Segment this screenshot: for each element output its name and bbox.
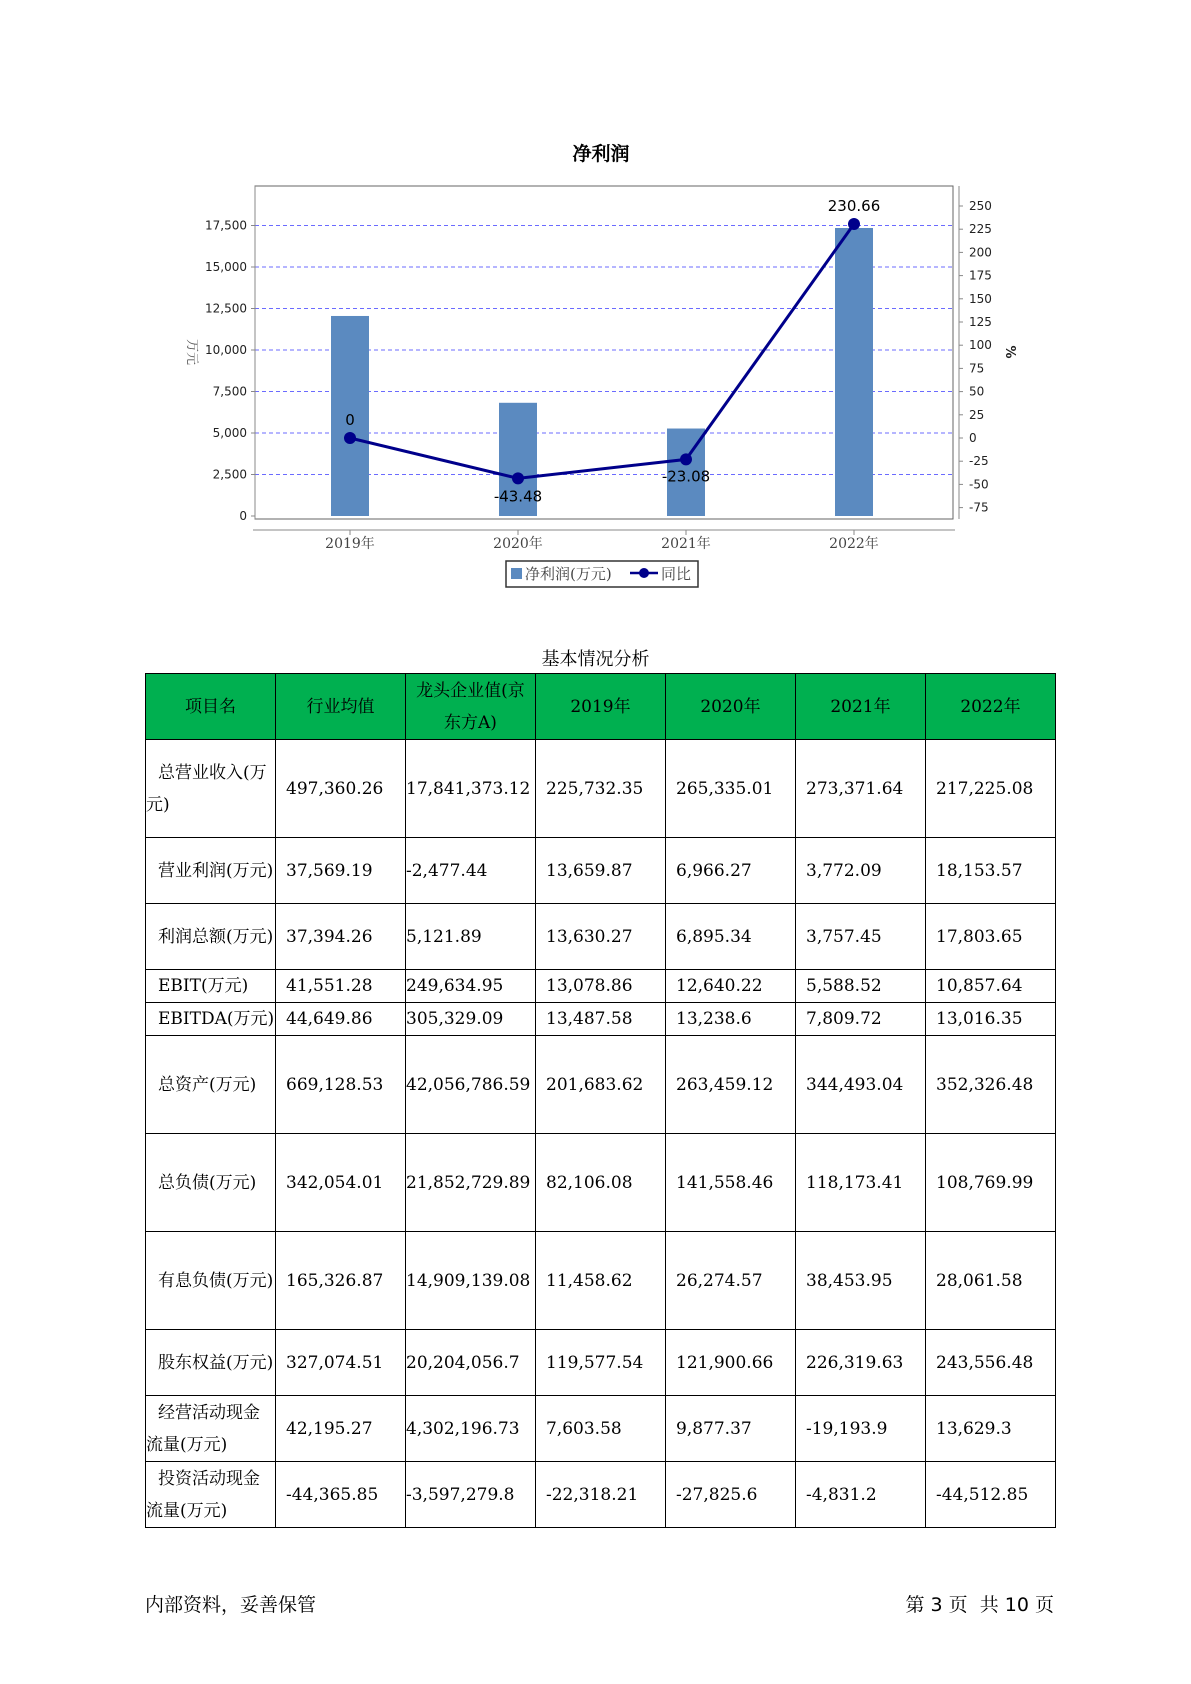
line-point [512, 472, 524, 484]
right-tick-label: 125 [969, 315, 992, 329]
value-cell: 3,757.45 [796, 904, 926, 970]
header-cell: 2021年 [796, 674, 926, 740]
left-tick-label: 15,000 [205, 260, 247, 274]
value-cell: 165,326.87 [276, 1232, 406, 1330]
value-cell: 28,061.58 [926, 1232, 1056, 1330]
table-row [146, 1134, 1056, 1232]
right-tick-label: 25 [969, 407, 985, 422]
value-cell: -27,825.6 [666, 1462, 796, 1528]
right-tick-label: 50 [969, 384, 985, 399]
left-tick-label: 12,500 [205, 301, 247, 316]
line-data-label: 230.66 [827, 196, 881, 215]
table-title: 基本情况分析 [541, 649, 650, 670]
value-cell: -22,318.21 [536, 1462, 666, 1528]
row-label: EBITDA(万元) [146, 1003, 276, 1036]
value-cell: 342,054.01 [276, 1134, 406, 1232]
value-cell: 44,649.86 [276, 1003, 406, 1036]
right-tick-label: 225 [969, 222, 992, 237]
value-cell: 10,857.64 [926, 970, 1056, 1003]
value-cell: -19,193.9 [796, 1396, 926, 1462]
basic-analysis-table [145, 673, 1056, 1528]
header-cell: 2022年 [926, 674, 1056, 740]
value-cell: 305,329.09 [406, 1003, 536, 1036]
legend-line-label: 同比 [661, 565, 692, 583]
value-cell: 14,909,139.08 [406, 1232, 536, 1330]
row-label: 股东权益(万元) [146, 1330, 276, 1396]
value-cell: 41,551.28 [276, 970, 406, 1003]
value-cell: 12,640.22 [666, 970, 796, 1003]
value-cell: 42,056,786.59 [406, 1036, 536, 1134]
legend-line-marker [639, 568, 649, 578]
row-label: 总资产(万元) [146, 1036, 276, 1134]
table-row [146, 1396, 1056, 1462]
right-axis [959, 186, 992, 519]
row-label: 经营活动现金流量(万元) [146, 1396, 276, 1462]
value-cell: 82,106.08 [536, 1134, 666, 1232]
row-label: 总营业收入(万元) [146, 740, 276, 838]
line-data-label: -43.48 [493, 487, 543, 506]
value-cell: 37,569.19 [276, 838, 406, 904]
right-tick-label: 0 [969, 431, 977, 445]
table-header-row [146, 674, 1056, 740]
line-point [680, 453, 692, 465]
bar-2022年 [835, 228, 873, 516]
table-row [146, 838, 1056, 904]
right-tick-label: 175 [969, 268, 992, 283]
value-cell: 344,493.04 [796, 1036, 926, 1134]
table-row [146, 1036, 1056, 1134]
value-cell: 3,772.09 [796, 838, 926, 904]
x-tick-label: 2021年 [661, 536, 711, 552]
right-tick-label: -75 [969, 500, 989, 515]
value-cell: 5,121.89 [406, 904, 536, 970]
value-cell: 13,487.58 [536, 1003, 666, 1036]
left-tick-label: 0 [239, 509, 247, 523]
value-cell: 118,173.41 [796, 1134, 926, 1232]
value-cell: -44,512.85 [926, 1462, 1056, 1528]
row-label: 有息负债(万元) [146, 1232, 276, 1330]
row-label: 利润总额(万元) [146, 904, 276, 970]
value-cell: 265,335.01 [666, 740, 796, 838]
left-tick-label: 5,000 [212, 426, 247, 440]
value-cell: 352,326.48 [926, 1036, 1056, 1134]
value-cell: 249,634.95 [406, 970, 536, 1003]
legend-bar-label: 净利润(万元) [525, 565, 612, 583]
left-tick-label: 2,500 [212, 467, 247, 482]
table-row [146, 1003, 1056, 1036]
value-cell: 6,966.27 [666, 838, 796, 904]
value-cell: 9,877.37 [666, 1396, 796, 1462]
header-cell: 龙头企业值(京东方A) [406, 674, 536, 740]
value-cell: 263,459.12 [666, 1036, 796, 1134]
row-label: 投资活动现金流量(万元) [146, 1462, 276, 1528]
value-cell: 21,852,729.89 [406, 1134, 536, 1232]
table-row [146, 1232, 1056, 1330]
table-row [146, 970, 1056, 1003]
value-cell: 497,360.26 [276, 740, 406, 838]
value-cell: 17,803.65 [926, 904, 1056, 970]
value-cell: -44,365.85 [276, 1462, 406, 1528]
value-cell: 11,458.62 [536, 1232, 666, 1330]
value-cell: 13,629.3 [926, 1396, 1056, 1462]
value-cell: 38,453.95 [796, 1232, 926, 1330]
header-cell: 项目名 [146, 674, 276, 740]
right-tick-label: -25 [969, 454, 989, 469]
footer-page-number: 第 3 页 共 10 页 [905, 1594, 1054, 1616]
value-cell: 18,153.57 [926, 838, 1056, 904]
left-tick-label: 7,500 [212, 384, 247, 399]
footer-confidential: 内部资料，妥善保管 [145, 1594, 317, 1616]
value-cell: -3,597,279.8 [406, 1462, 536, 1528]
right-tick-label: 250 [969, 199, 992, 213]
value-cell: -2,477.44 [406, 838, 536, 904]
value-cell: 226,319.63 [796, 1330, 926, 1396]
right-tick-label: 150 [969, 291, 992, 306]
value-cell: 13,630.27 [536, 904, 666, 970]
value-cell: 13,078.86 [536, 970, 666, 1003]
header-cell: 2020年 [666, 674, 796, 740]
x-tick-label: 2019年 [325, 536, 375, 552]
value-cell: 121,900.66 [666, 1330, 796, 1396]
line-data-label: 0 [345, 411, 355, 429]
value-cell: 201,683.62 [536, 1036, 666, 1134]
net-profit-chart [0, 0, 1191, 600]
value-cell: 6,895.34 [666, 904, 796, 970]
value-cell: 13,238.6 [666, 1003, 796, 1036]
chart-title: 净利润 [572, 143, 630, 165]
table-row [146, 1330, 1056, 1396]
value-cell: 20,204,056.7 [406, 1330, 536, 1396]
left-tick-label: 17,500 [205, 218, 247, 233]
value-cell: 119,577.54 [536, 1330, 666, 1396]
left-tick-label: 10,000 [205, 343, 247, 357]
value-cell: 5,588.52 [796, 970, 926, 1003]
right-tick-label: -50 [969, 477, 989, 492]
right-tick-label: 75 [969, 361, 985, 376]
row-label: EBIT(万元) [146, 970, 276, 1003]
row-label: 总负债(万元) [146, 1134, 276, 1232]
header-cell: 2019年 [536, 674, 666, 740]
x-axis [253, 530, 955, 552]
table-row [146, 1462, 1056, 1528]
y-axis-left-label: 万元 [184, 338, 199, 366]
value-cell: 42,195.27 [276, 1396, 406, 1462]
value-cell: 141,558.46 [666, 1134, 796, 1232]
header-cell: 行业均值 [276, 674, 406, 740]
legend [506, 561, 698, 587]
right-tick-label: 100 [969, 338, 992, 353]
value-cell: 13,659.87 [536, 838, 666, 904]
value-cell: 327,074.51 [276, 1330, 406, 1396]
y-axis-right-label: % [1002, 345, 1017, 359]
value-cell: 273,371.64 [796, 740, 926, 838]
x-tick-label: 2020年 [493, 536, 543, 552]
table-row [146, 904, 1056, 970]
row-label: 营业利润(万元) [146, 838, 276, 904]
value-cell: 7,809.72 [796, 1003, 926, 1036]
value-cell: -4,831.2 [796, 1462, 926, 1528]
right-tick-label: 200 [969, 245, 992, 260]
value-cell: 217,225.08 [926, 740, 1056, 838]
value-cell: 37,394.26 [276, 904, 406, 970]
left-axis [205, 186, 255, 523]
value-cell: 225,732.35 [536, 740, 666, 838]
line-data-label: -23.08 [661, 467, 711, 486]
value-cell: 108,769.99 [926, 1134, 1056, 1232]
value-cell: 26,274.57 [666, 1232, 796, 1330]
value-cell: 7,603.58 [536, 1396, 666, 1462]
value-cell: 4,302,196.73 [406, 1396, 536, 1462]
value-cell: 669,128.53 [276, 1036, 406, 1134]
value-cell: 243,556.48 [926, 1330, 1056, 1396]
value-cell: 17,841,373.12 [406, 740, 536, 838]
x-tick-label: 2022年 [829, 536, 879, 552]
line-point [344, 432, 356, 444]
legend-bar-swatch [511, 568, 522, 579]
table-row [146, 740, 1056, 838]
line-point [848, 218, 860, 230]
value-cell: 13,016.35 [926, 1003, 1056, 1036]
